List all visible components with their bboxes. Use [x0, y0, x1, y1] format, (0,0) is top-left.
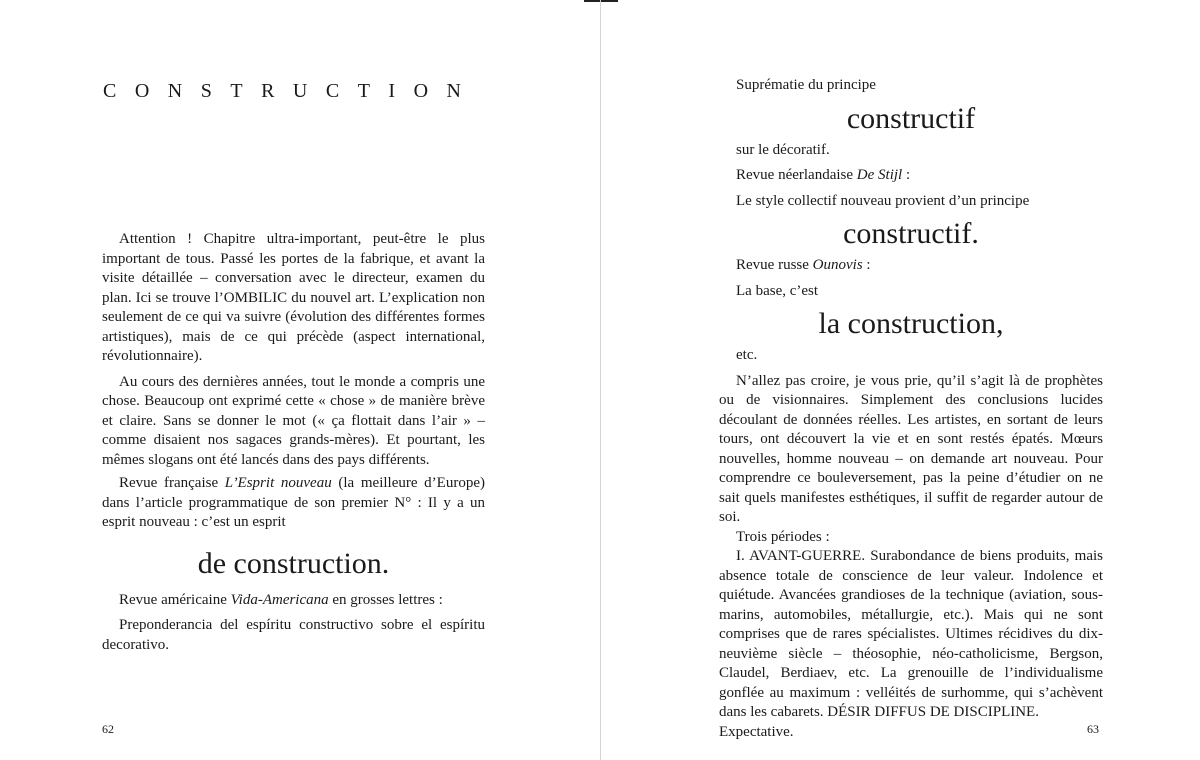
journal-title-vida-americana: Vida-Americana [230, 591, 329, 608]
spanish-quote: Preponderancia del espíritu constructivo sobre el espíritu decorativo. [102, 617, 485, 653]
line-ounovis [719, 256, 1103, 276]
journal-title-ounovis: Ounovis [812, 257, 863, 273]
text-segment: : [902, 167, 911, 183]
display-text-constructif-period: constructif. [843, 217, 979, 250]
line-expectative: Expectative. [719, 723, 794, 740]
journal-title-de-stijl: De Stijl [856, 167, 903, 183]
page-number-left: 62 [102, 722, 114, 736]
line-suprematie: Suprématie du principe [736, 77, 876, 93]
paragraph-attention: Attention ! Chapitre ultra-important, peut-être le plus important de tous. Passé les portes de la fabrique, et avant la visite détaillée – conversation avec le directeur, examen du plan. Ici se trouve l’OMBILIC du nouvel art. L’explication non seulement de ce qui va suivre (évolution des différentes formes artistiques), mais de ce qui précède (aspect international, révolutionnaire). [102, 231, 485, 364]
text-segment: en grosses lettres : [328, 591, 443, 608]
display-text-constructif: constructif [846, 101, 976, 135]
line-style-collectif: Le style collectif nouveau provient d’un principe [736, 192, 1030, 209]
text-segment: (la meilleure d’Europe) dans l’article programmatique de son premier N° : Il y a un esprit nouveau : c’est un esprit [102, 475, 485, 530]
chapter-title: CONSTRUCTION [103, 80, 480, 102]
text-segment: Revue française [119, 475, 225, 491]
left-body-text [102, 230, 485, 655]
line-la-base: La base, c’est [736, 282, 819, 299]
text-segment: : [862, 257, 871, 273]
paragraph-esprit-nouveau [102, 474, 485, 533]
line-trois-periodes: Trois périodes : [736, 528, 830, 545]
paragraph-avant-guerre: I. AVANT-GUERRE. Surabondance de biens produits, mais absence totale de conscience de leur valeur. Indolence et quiétude. Avancées grandioses de la technique (aviation, sous-marins, automobiles, métallurgie, etc.). Mais qui ne sont comprises que de rares spécialistes. Ultimes récidives du dix-neuvième siècle – théosophie, néo-catholicisme, Bergson, Claudel, Berdiaev, etc. La grenouille de l’individualisme gonflée au maximum : velléités de surhomme, qui s’achèvent dans les cabarets. DÉSIR DIFFUS DE DISCIPLINE. [719, 548, 1103, 720]
journal-title-esprit-nouveau: L’Esprit nouveau [224, 475, 332, 491]
display-text-la-construction: la construction, [818, 307, 1004, 340]
page-number-right: 63 [1087, 722, 1099, 736]
display-text-de-construction: de construction. [197, 546, 390, 580]
paragraph-vida-americana [102, 591, 485, 611]
paragraph-dernieres-annees: Au cours des dernières années, tout le monde a compris une chose. Beaucoup ont exprimé cette « chose » de manière brève et claire. Sans se donner le mot (« ça flottait dans l’air » – comme disaient nos sagaces grands-mères). Et pourtant, les mêmes slogans ont été lancés dans des pays différents. [102, 373, 485, 468]
text-segment: Revue russe [736, 257, 813, 273]
text-segment: Revue américaine [119, 591, 231, 608]
paragraph-prophetes: N’allez pas croire, je vous prie, qu’il s’agit là de prophètes ou de visionnaires. Simplement des conclusions lucides découlant de données réelles. Les artistes, en sortant de leurs tours, ont découvert la vie et en sont restés épatés. Mœurs nouvelles, homme nouveau – on demande art nouveau. Pour comprendre ce bouleversement, pas la peine d’étudier on ne sait quels manifestes esthétiques, il suffit de regarder autour de soi. [719, 372, 1103, 525]
line-sur-le-decoratif: sur le décoratif. [736, 141, 830, 158]
right-page [601, 0, 1200, 760]
text-segment: Revue néerlandaise [736, 167, 857, 183]
line-de-stijl [719, 166, 1103, 186]
right-body-text [719, 76, 1103, 742]
line-etc: etc. [736, 347, 758, 363]
